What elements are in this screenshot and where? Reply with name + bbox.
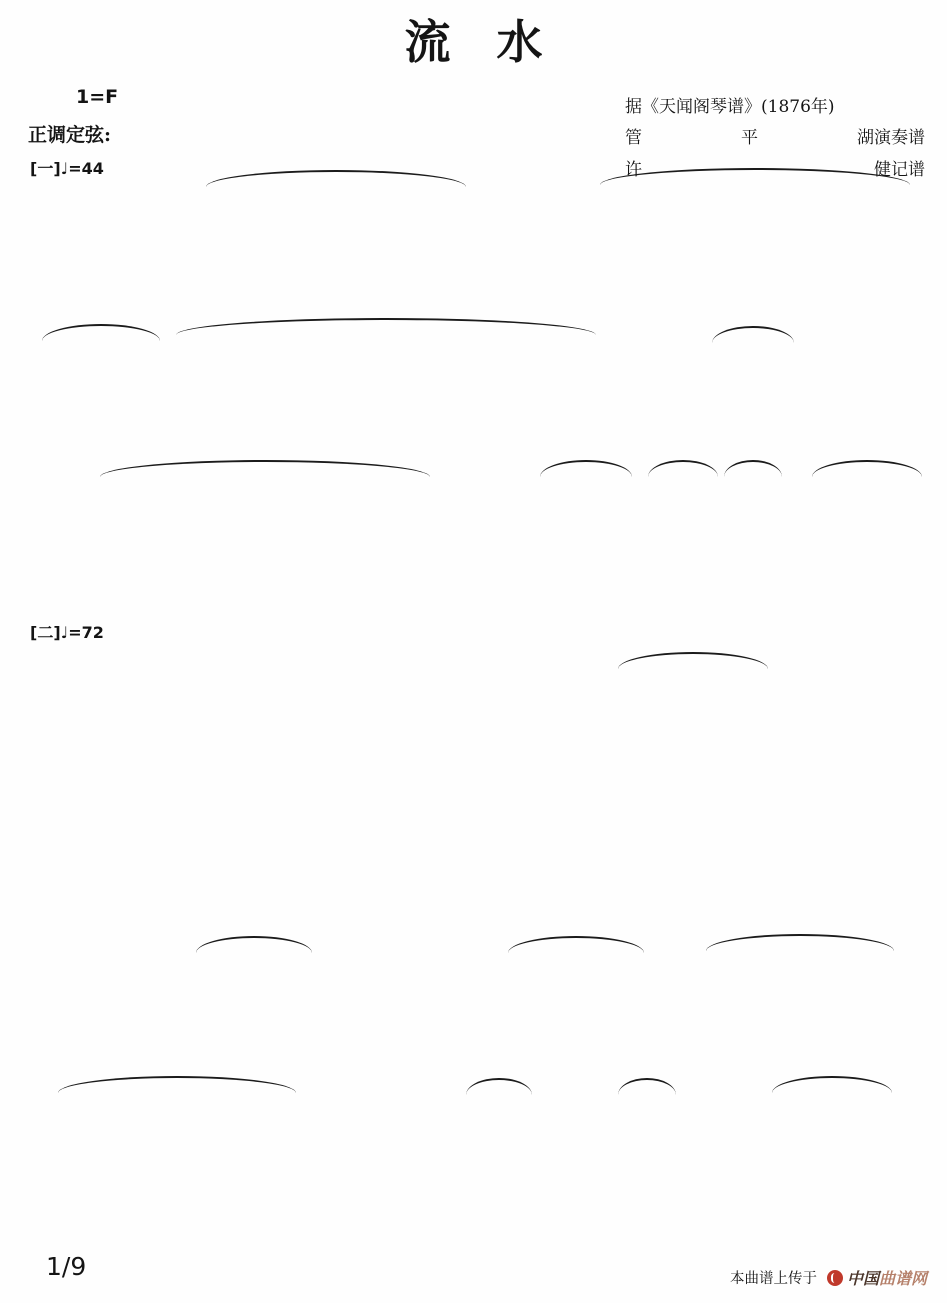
- site-name-dark: 中国: [846, 1269, 879, 1288]
- tuning-line: [28, 120, 121, 147]
- slur: [706, 934, 894, 951]
- slur: [772, 1076, 892, 1093]
- slur: [196, 936, 312, 953]
- music-system-4: [0, 620, 947, 662]
- site-name-light: 曲谱网: [878, 1269, 927, 1288]
- uploader-credit: [730, 1266, 927, 1289]
- slur: [466, 1078, 532, 1095]
- page-number: 1/9: [46, 1252, 87, 1281]
- slur: [618, 1078, 676, 1095]
- slur: [618, 652, 768, 669]
- music-system-7: [0, 1064, 947, 1104]
- attribution-source: 据《天闻阁琴谱》(1876年): [625, 97, 835, 117]
- slur: [600, 168, 910, 185]
- site-logo-icon: [827, 1270, 843, 1286]
- music-system-3: [0, 444, 947, 494]
- music-system-5: [0, 774, 947, 812]
- slur: [58, 1076, 296, 1093]
- upload-text: 本曲谱上传于: [729, 1271, 817, 1287]
- tempo-mark-section-2: [二]♩=72: [30, 623, 104, 642]
- slur: [812, 460, 922, 477]
- music-system-1: [0, 156, 947, 196]
- music-system-2: [0, 312, 947, 350]
- tempo-mark-section-1: [一]♩=44: [30, 159, 104, 178]
- tuning-label: 正调定弦:: [28, 124, 112, 146]
- slur: [648, 460, 718, 477]
- attribution-performer: 管 平 湖演奏谱: [625, 128, 925, 149]
- score-title: 流水: [404, 15, 589, 69]
- attribution-transcriber: 许 健记谱: [625, 159, 925, 180]
- key-signature: 1=F: [76, 86, 119, 108]
- slur: [712, 326, 794, 343]
- slur: [724, 460, 782, 477]
- slur: [206, 170, 466, 187]
- slur: [176, 318, 596, 335]
- slur: [540, 460, 632, 477]
- music-system-6: [0, 922, 947, 960]
- slur: [100, 460, 430, 477]
- slur: [508, 936, 644, 953]
- slur: [42, 324, 160, 341]
